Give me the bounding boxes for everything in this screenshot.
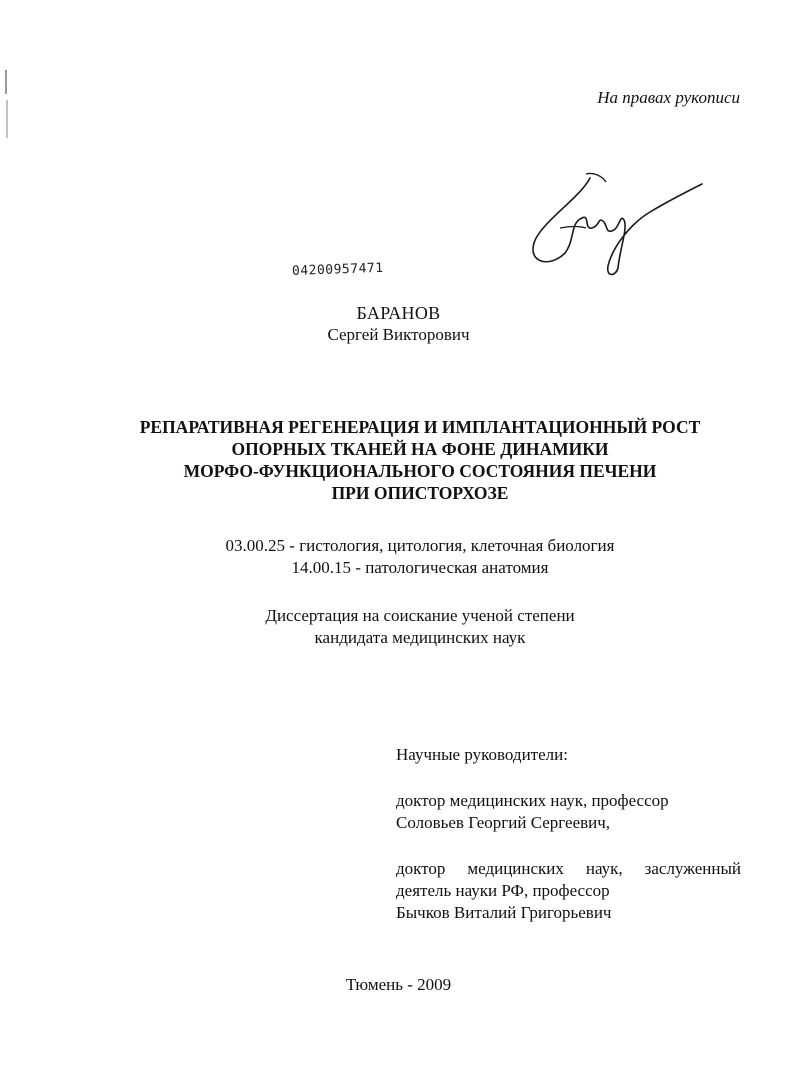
author-name: Сергей Викторович bbox=[327, 325, 470, 344]
title-line: МОРФО-ФУНКЦИОНАЛЬНОГО СОСТОЯНИЯ ПЕЧЕНИ bbox=[183, 461, 657, 481]
specialty-codes bbox=[100, 535, 740, 579]
degree-line: Диссертация на соискание ученой степени bbox=[265, 606, 575, 625]
supervisor-name: Бычков Виталий Григорьевич bbox=[396, 903, 612, 922]
archive-number: 04200957471 bbox=[291, 260, 384, 279]
supervisor-first bbox=[396, 790, 741, 834]
supervisor-title-cont: деятель науки РФ, профессор bbox=[396, 881, 610, 900]
degree-line: кандидата медицинских наук bbox=[314, 628, 526, 647]
supervisor-name: Соловьев Георгий Сергеевич, bbox=[396, 813, 611, 832]
supervisor-title: доктор медицинских наук, профессор bbox=[396, 791, 669, 810]
title-line: РЕПАРАТИВНАЯ РЕГЕНЕРАЦИЯ И ИМПЛАНТАЦИОННЫЙ РОСТ bbox=[139, 417, 701, 437]
dissertation-title bbox=[100, 416, 740, 504]
scan-artifact bbox=[3, 70, 11, 140]
supervisor-title: доктор медицинских наук, заслуженный bbox=[396, 859, 741, 878]
signature-icon bbox=[520, 168, 720, 283]
supervisor-second bbox=[396, 858, 741, 924]
author-surname: БАРАНОВ bbox=[356, 303, 441, 323]
supervisors-heading: Научные руководители: bbox=[396, 745, 568, 764]
title-line: ОПОРНЫХ ТКАНЕЙ НА ФОНЕ ДИНАМИКИ bbox=[231, 439, 609, 459]
degree-statement bbox=[100, 605, 740, 649]
city-year: Тюмень - 2009 bbox=[345, 975, 452, 994]
specialty-line: 14.00.15 - патологическая анатомия bbox=[291, 558, 549, 577]
title-line: ПРИ ОПИСТОРХОЗЕ bbox=[331, 483, 509, 503]
specialty-line: 03.00.25 - гистология, цитология, клеточная биология bbox=[225, 536, 615, 555]
rights-note: На правах рукописи bbox=[597, 88, 740, 107]
